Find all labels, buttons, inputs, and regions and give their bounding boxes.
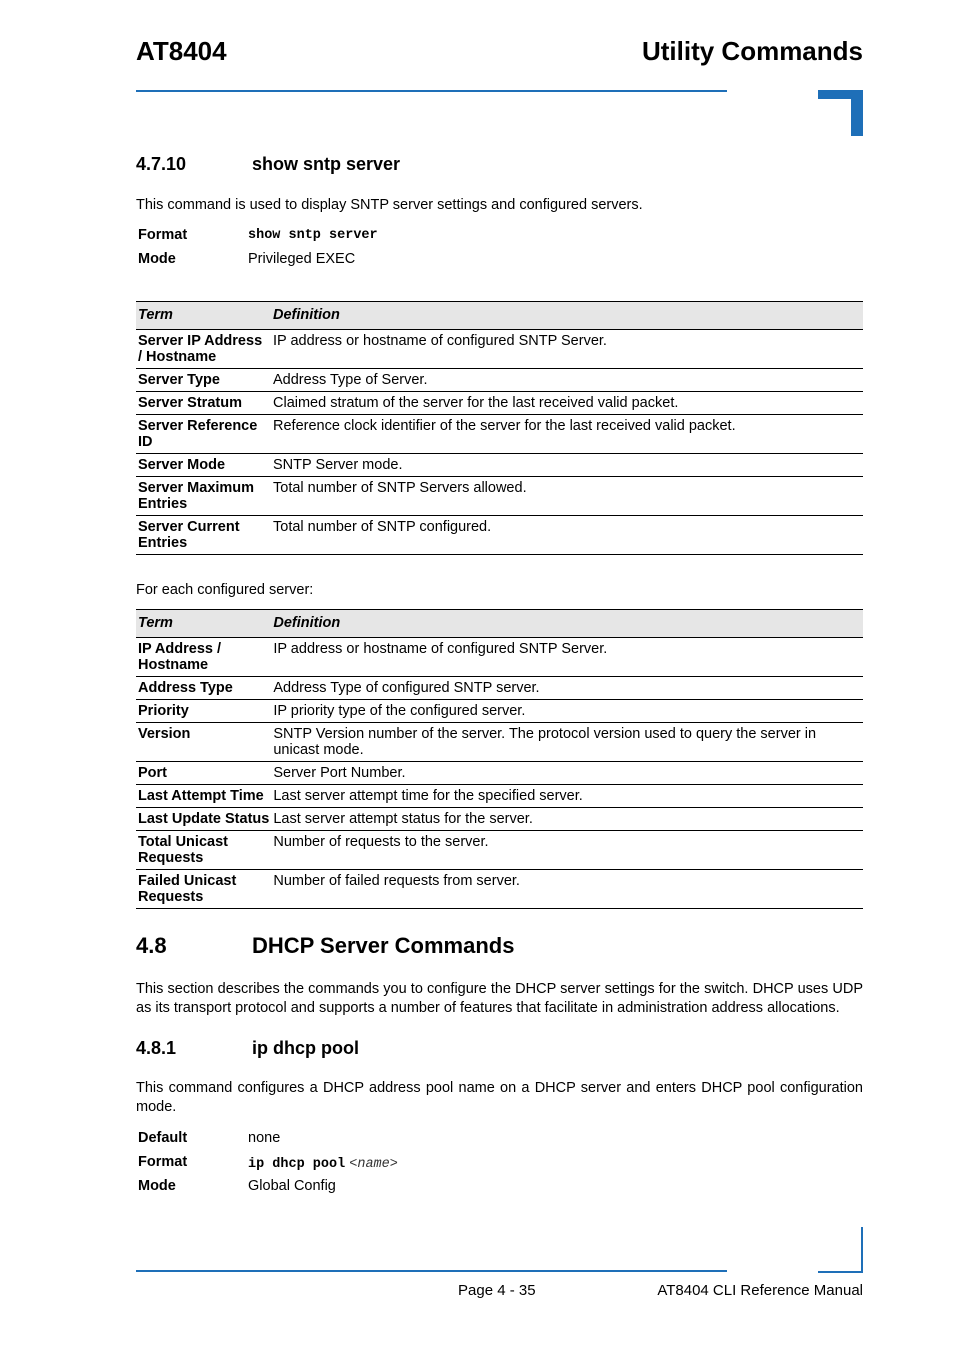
- term-cell: Last Update Status: [136, 808, 271, 831]
- for-each-server-text: For each configured server:: [136, 582, 314, 598]
- term-cell: Version: [136, 723, 271, 762]
- sntp-server-settings-table: [136, 301, 863, 555]
- section-title-dhcp-server-commands: DHCP Server Commands: [252, 933, 515, 958]
- definition-cell: Total number of SNTP configured.: [271, 516, 863, 555]
- table-row: [136, 415, 863, 454]
- format-parameter: <name>: [349, 1157, 398, 1172]
- term-cell: Last Attempt Time: [136, 785, 271, 808]
- configured-server-table: [136, 609, 863, 909]
- term-cell: Server IP Address / Hostname: [136, 330, 271, 369]
- definition-cell: Address Type of configured SNTP server.: [271, 677, 863, 700]
- section-number-4-8: 4.8: [136, 933, 167, 958]
- table-row: [136, 762, 863, 785]
- table-row: [136, 454, 863, 477]
- header-corner-mark: [818, 90, 863, 136]
- format-value: show sntp server: [248, 228, 378, 243]
- section-description: This command is used to display SNTP server settings and configured servers.: [136, 197, 643, 213]
- term-cell: IP Address / Hostname: [136, 638, 271, 677]
- format-value-line: [248, 1155, 398, 1172]
- table-row: [136, 477, 863, 516]
- term-cell: Priority: [136, 700, 271, 723]
- term-cell: Failed Unicast Requests: [136, 870, 271, 909]
- mode-value: Privileged EXEC: [248, 251, 356, 267]
- table-row: [136, 870, 863, 909]
- definition-cell: SNTP Version number of the server. The protocol version used to query the server in unicast mode.: [271, 723, 863, 762]
- header-product: AT8404: [136, 36, 227, 66]
- table-row: [136, 330, 863, 369]
- default-label: Default: [138, 1130, 188, 1146]
- term-cell: Server Reference ID: [136, 415, 271, 454]
- section-title-show-sntp-server: show sntp server: [252, 154, 401, 174]
- table-row: [136, 638, 863, 677]
- definition-cell: IP priority type of the configured server.: [271, 700, 863, 723]
- table-row: [136, 808, 863, 831]
- term-cell: Server Stratum: [136, 392, 271, 415]
- mode-label: Mode: [138, 1178, 176, 1194]
- table-row: [136, 785, 863, 808]
- table-row: [136, 723, 863, 762]
- definition-cell: Last server attempt status for the server.: [271, 808, 863, 831]
- footer-corner-mark: [818, 1227, 863, 1273]
- term-cell: Server Mode: [136, 454, 271, 477]
- format-command: ip dhcp pool: [248, 1157, 346, 1172]
- definition-cell: Server Port Number.: [271, 762, 863, 785]
- footer-manual-title: AT8404 CLI Reference Manual: [657, 1282, 863, 1299]
- term-cell: Server Current Entries: [136, 516, 271, 555]
- term-cell: Address Type: [136, 677, 271, 700]
- column-header-term: Term: [136, 610, 271, 638]
- section-number-4-8-1: 4.8.1: [136, 1038, 177, 1058]
- term-cell: Port: [136, 762, 271, 785]
- definition-cell: Number of requests to the server.: [271, 831, 863, 870]
- table-header-row: [136, 610, 863, 638]
- term-cell: Total Unicast Requests: [136, 831, 271, 870]
- definition-cell: Last server attempt time for the specified server.: [271, 785, 863, 808]
- header-chapter: Utility Commands: [641, 36, 863, 66]
- table-row: [136, 677, 863, 700]
- default-value: none: [248, 1130, 281, 1146]
- column-header-definition: Definition: [271, 610, 863, 638]
- definition-cell: Reference clock identifier of the server for the last received valid packet.: [271, 415, 863, 454]
- mode-label: Mode: [138, 251, 176, 267]
- term-cell: Server Maximum Entries: [136, 477, 271, 516]
- table-row: [136, 700, 863, 723]
- definition-cell: Total number of SNTP Servers allowed.: [271, 477, 863, 516]
- definition-cell: IP address or hostname of configured SNTP Server.: [271, 638, 863, 677]
- table-row: [136, 392, 863, 415]
- definition-cell: Number of failed requests from server.: [271, 870, 863, 909]
- section-title-ip-dhcp-pool: ip dhcp pool: [252, 1038, 359, 1058]
- definition-cell: Address Type of Server.: [271, 369, 863, 392]
- format-label: Format: [138, 227, 188, 243]
- table-header-row: [136, 302, 863, 330]
- section-number-4-7-10: 4.7.10: [136, 154, 187, 174]
- header-rule: [136, 90, 727, 92]
- footer-page-number: Page 4 - 35: [458, 1282, 536, 1299]
- term-cell: Server Type: [136, 369, 271, 392]
- footer-rule: [136, 1270, 727, 1272]
- table-row: [136, 831, 863, 870]
- section-4-8-1-description: This command configures a DHCP address pool name on a DHCP server and enters DHCP pool configuration mode.: [136, 1080, 863, 1115]
- definition-cell: IP address or hostname of configured SNTP Server.: [271, 330, 863, 369]
- format-label: Format: [138, 1154, 188, 1170]
- table-row: [136, 369, 863, 392]
- column-header-definition: Definition: [271, 302, 863, 330]
- column-header-term: Term: [136, 302, 271, 330]
- section-4-8-description: This section describes the commands you to configure the DHCP server settings for the switch. DHCP uses UDP as its transport protocol and supports a number of features that facilitate in administration address allocations.: [136, 981, 863, 1016]
- mode-value: Global Config: [248, 1178, 336, 1194]
- definition-cell: Claimed stratum of the server for the last received valid packet.: [271, 392, 863, 415]
- definition-cell: SNTP Server mode.: [271, 454, 863, 477]
- table-row: [136, 516, 863, 555]
